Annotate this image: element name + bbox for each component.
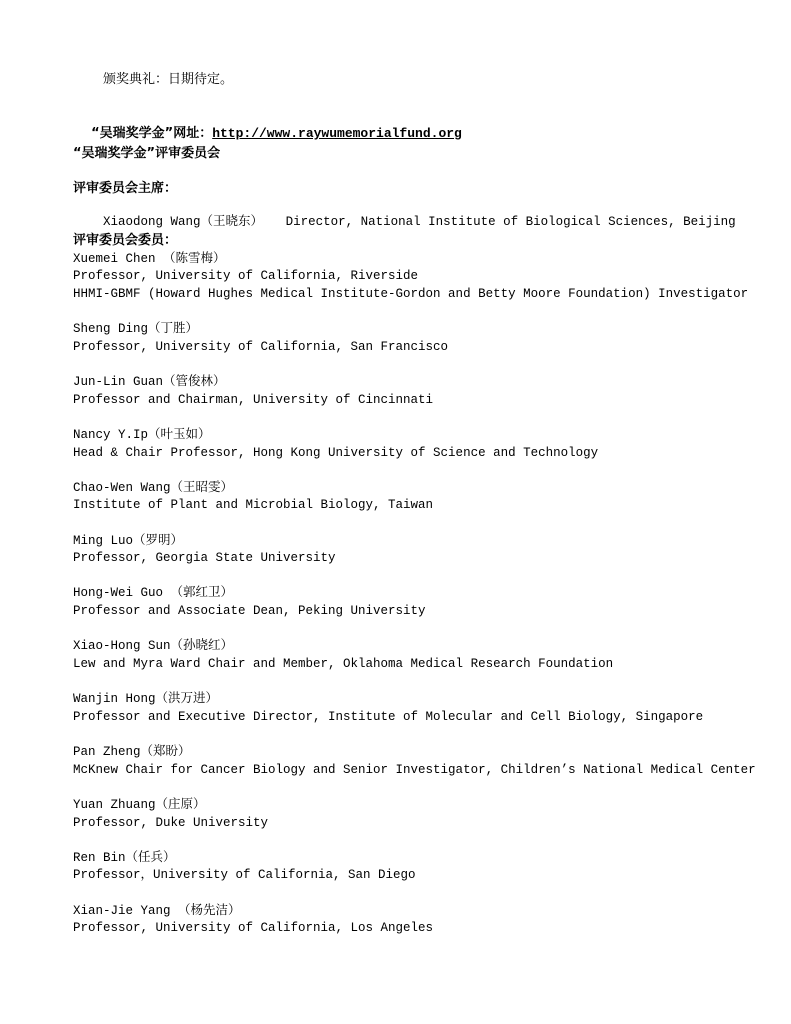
member-title: Professor and Executive Director, Institute of Molecular and Cell Biology, Singapore xyxy=(73,710,704,724)
ceremony-line: 颁奖典礼：日期待定。 xyxy=(103,72,234,87)
member-title: Professor, Duke University xyxy=(73,816,269,830)
committee-heading: “吴瑞奖学金”评审委员会 xyxy=(73,146,221,161)
chair-title: Director, National Institute of Biological Sciences, Beijing xyxy=(285,215,736,229)
member-title: Lew and Myra Ward Chair and Member, Oklahoma Medical Research Foundation xyxy=(73,657,614,671)
member-title: Institute of Plant and Microbial Biology, Taiwan xyxy=(73,498,434,512)
member-name: Yuan Zhuang（庄原） xyxy=(73,798,206,812)
member-title: Professor, University of California, Riverside xyxy=(73,269,419,283)
member-title: Professor, Georgia State University xyxy=(73,551,336,565)
member-title: Professor, University of California, San Francisco xyxy=(73,340,449,354)
member-title: Head & Chair Professor, Hong Kong University of Science and Technology xyxy=(73,446,599,460)
chair-name: Xiaodong Wang（王晓东） xyxy=(103,215,264,229)
member-name: Xiao-Hong Sun（孙晓红） xyxy=(73,639,234,653)
member-name: Ming Luo（罗明） xyxy=(73,534,184,548)
member-title: Professor and Chairman, University of Cincinnati xyxy=(73,393,434,407)
member-name: Xuemei Chen （陈雪梅） xyxy=(73,252,226,266)
member-name: Pan Zheng（郑盼） xyxy=(73,745,191,759)
member-title: Professor, University of California, Los Angeles xyxy=(73,921,434,935)
member-title: Professor and Associate Dean, Peking University xyxy=(73,604,426,618)
member-name: Hong-Wei Guo （郭红卫） xyxy=(73,586,234,600)
member-title: HHMI-GBMF (Howard Hughes Medical Institute-Gordon and Betty Moore Foundation) Investigator xyxy=(73,287,749,301)
member-name: Chao-Wen Wang（王昭雯） xyxy=(73,481,234,495)
member-name: Xian-Jie Yang （杨先洁） xyxy=(73,904,241,918)
website-link[interactable]: http://www.raywumemorialfund.org xyxy=(212,126,462,141)
member-name: Sheng Ding（丁胜） xyxy=(73,322,199,336)
website-label: “吴瑞奖学金”网址： xyxy=(91,126,213,141)
chair-heading: 评审委员会主席： xyxy=(73,181,178,196)
member-title: McKnew Chair for Cancer Biology and Senior Investigator, Children’s National Medical Center xyxy=(73,763,756,777)
member-name: Wanjin Hong（洪万进） xyxy=(73,692,219,706)
member-name: Ren Bin（任兵） xyxy=(73,851,176,865)
member-title: Professor，University of California, San Diego xyxy=(73,868,416,882)
member-name: Jun-Lin Guan（管俊林） xyxy=(73,375,226,389)
member-name: Nancy Y.Ip（叶玉如） xyxy=(73,428,211,442)
members-heading: 评审委员会委员： xyxy=(73,233,178,248)
